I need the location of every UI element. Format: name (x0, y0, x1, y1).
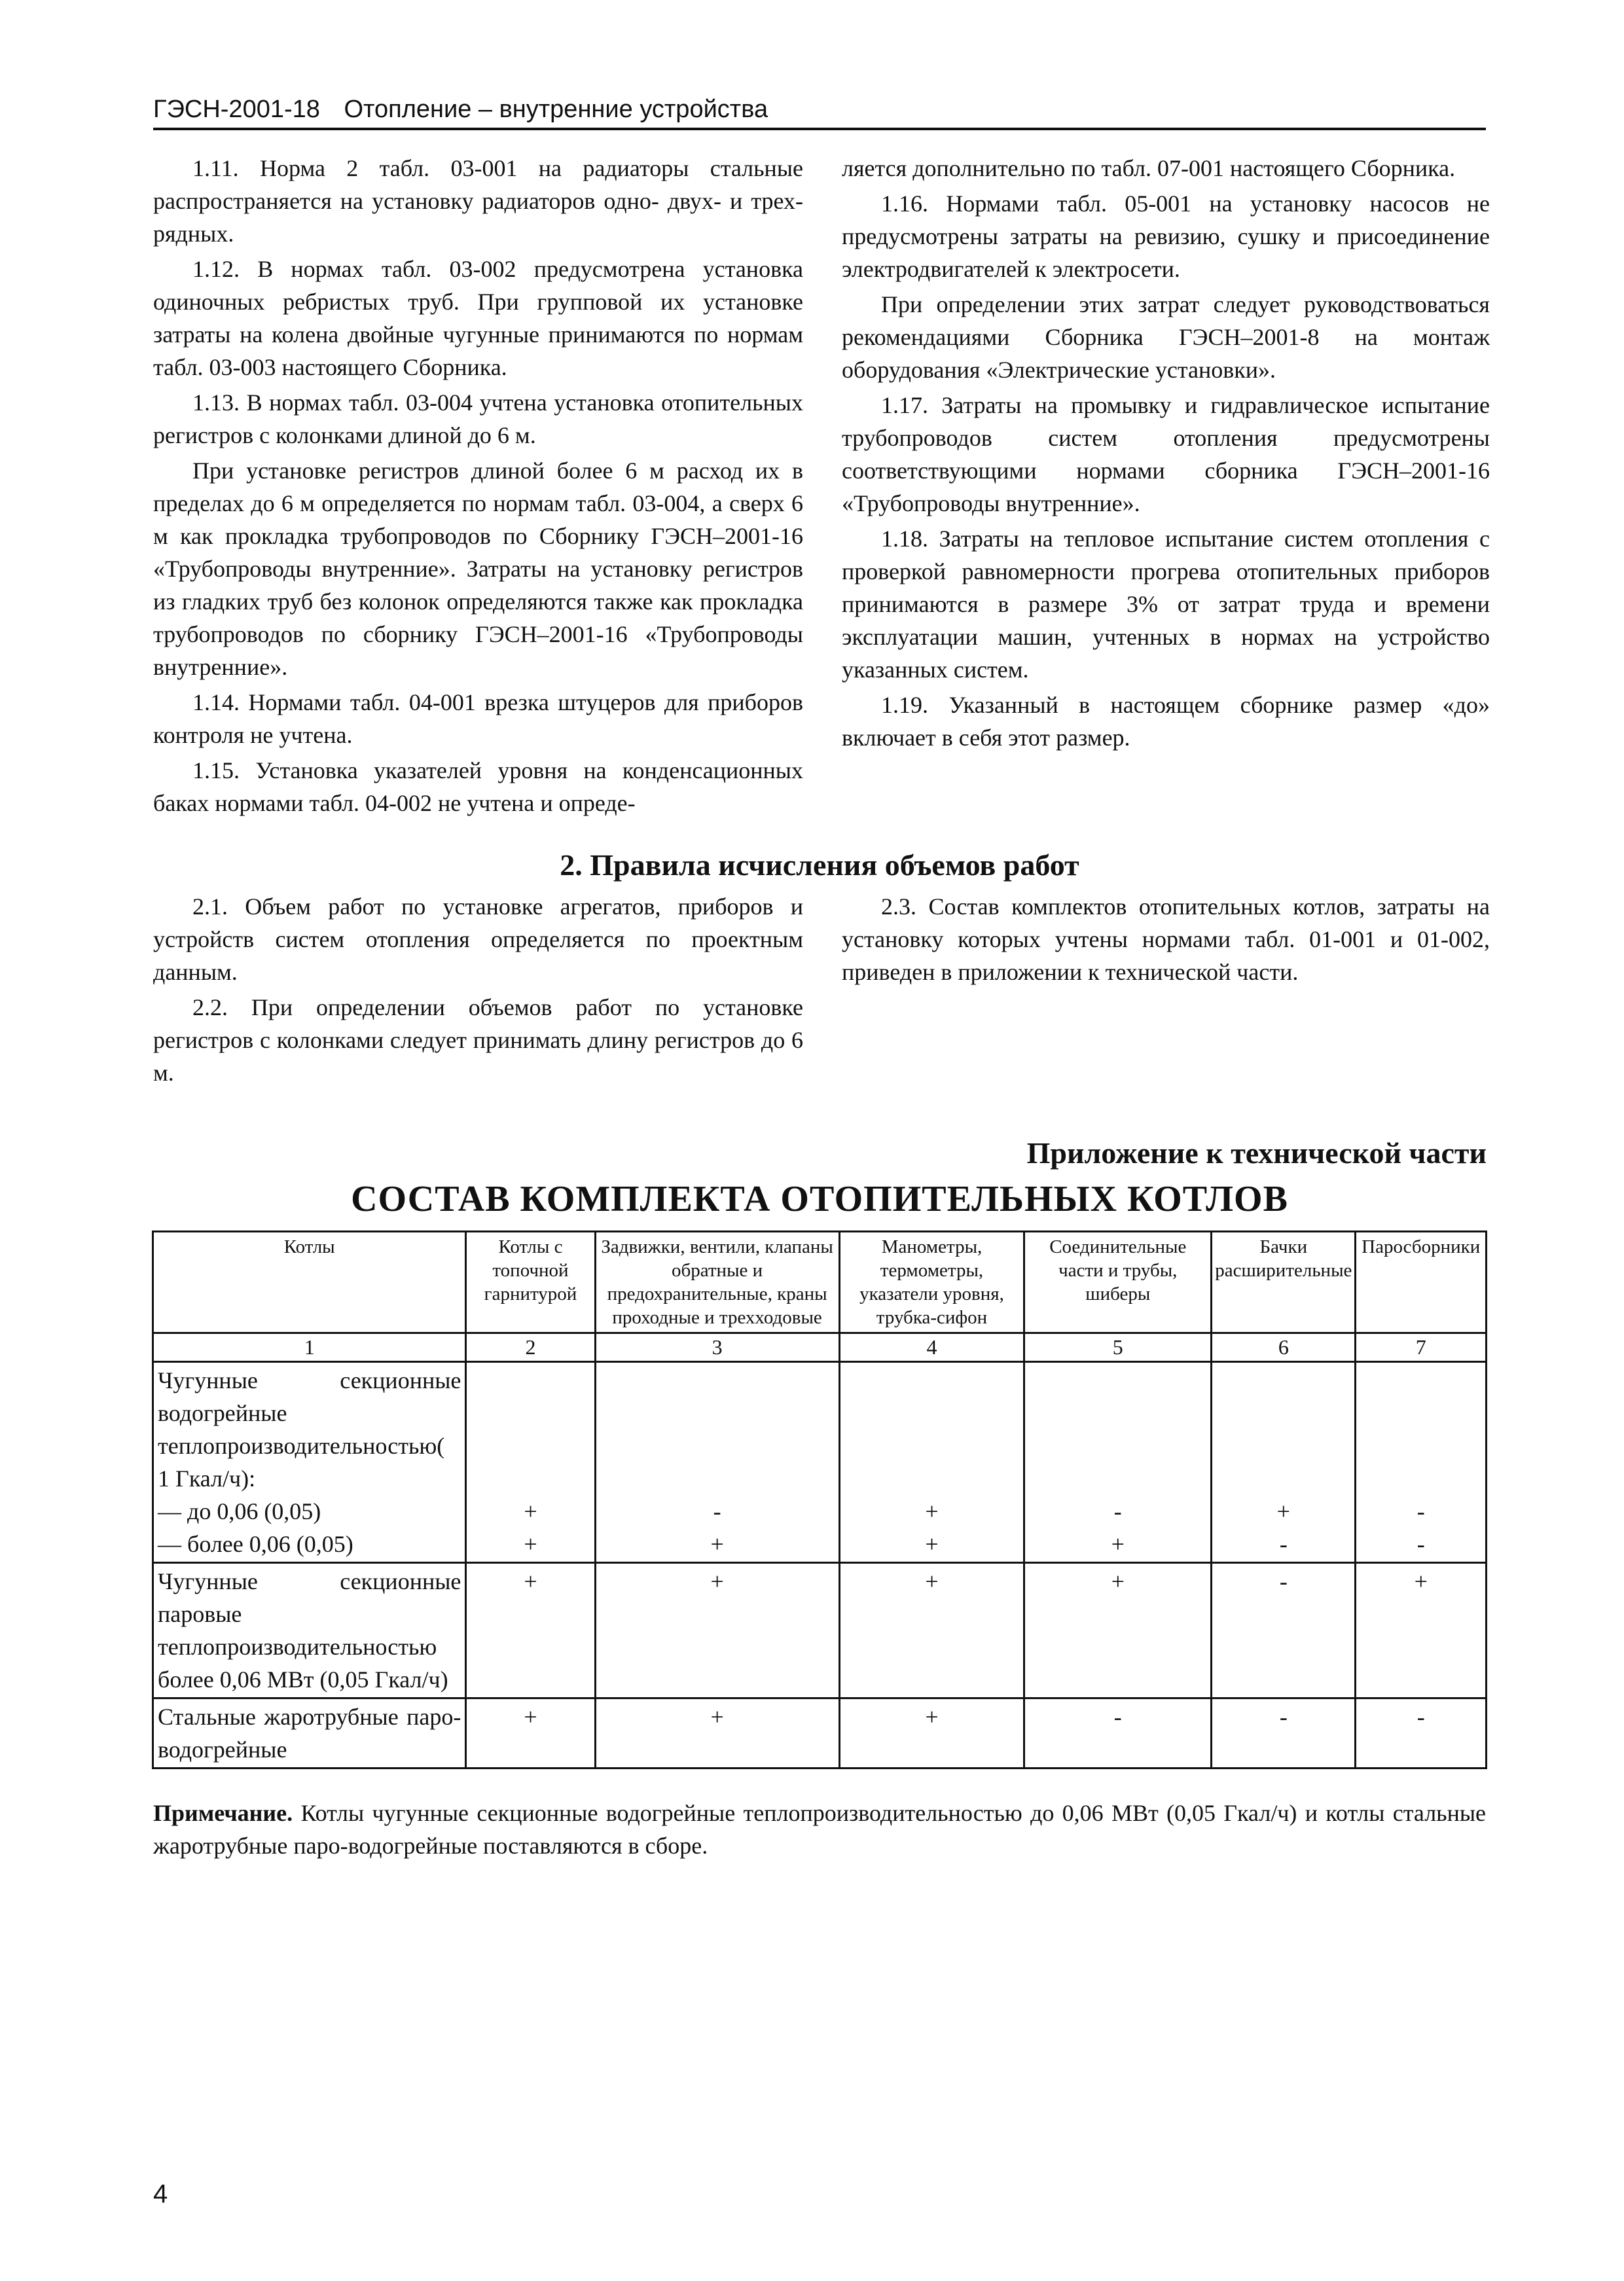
table-note (153, 1797, 1486, 1862)
paragraph: 1.18. Затраты на тепловое испытание систем отопления с проверкой равномерности прогрева отопительных приборов принимаются в размере 3% от затрат труда и времени эксплуатации машин, учтенных в нормах на устройство указанных систем. (842, 526, 1490, 683)
table-row (153, 1698, 1487, 1769)
table-cell: + (595, 1563, 839, 1698)
paragraph: 1.11. Норма 2 табл. 03-001 на радиаторы стальные распространяется на установку радиаторов одно- двух- и трех- рядных. (153, 155, 803, 247)
column-header: Соединительные части и трубы, шиберы (1024, 1232, 1212, 1333)
table-row (153, 1362, 1487, 1563)
paragraph: 1.19. Указанный в настоящем сборнике размер «до» включает в себя этот размер. (842, 692, 1490, 751)
section-title: 2. Правила исчисления объемов работ (560, 848, 1079, 882)
table-cell: + (595, 1698, 839, 1769)
row-name: Стальные жаротрубные паро-водогрейные (153, 1698, 466, 1769)
row-label (153, 1362, 466, 1563)
table-header-row (153, 1232, 1487, 1333)
table-cell: - (1024, 1698, 1212, 1769)
paragraph: При определении этих затрат следует руководствоваться рекомендациями Сборника ГЭСН–2001-8 на монтаж оборудования «Электрические установки». (842, 291, 1490, 383)
table-cell: - - (1356, 1362, 1487, 1563)
table-cell: - + (595, 1362, 839, 1563)
table-cell: + - (1212, 1362, 1356, 1563)
right-text-column (842, 152, 1490, 757)
paragraph: При установке регистров длиной более 6 м расход их в пределах до 6 м определяется по нормам табл. 03-004, а сверх 6 м как прокладка трубопроводов по Сборнику ГЭСН–2001-16 «Трубопроводы внутренние». Затраты на установку регистров из гладких труб без колонок определяются также как прокладка трубопроводов по сборнику ГЭСН–2001-16 «Трубопроводы внутренние». (153, 458, 803, 680)
column-number: 1 (153, 1333, 466, 1362)
paragraph: 1.14. Нормами табл. 04-001 врезка штуцеров для приборов контроля не учтена. (153, 689, 803, 748)
table-cell: + (839, 1698, 1024, 1769)
table-title: СОСТАВ КОМПЛЕКТА ОТОПИТЕЛЬНЫХ КОТЛОВ (351, 1179, 1288, 1219)
table-cell: + (1356, 1563, 1487, 1698)
section2-left-column (153, 890, 803, 1092)
column-header: Манометры, термометры, указатели уровня, трубка-сифон (839, 1232, 1024, 1333)
paragraph: 2.1. Объем работ по установке агрегатов, приборов и устройств систем отопления определяется по проектным данным. (153, 893, 803, 985)
paragraph: 1.16. Нормами табл. 05-001 на установку насосов не предусмотрены затраты на ревизию, сушку и присоединение электродвигателей к электросети. (842, 190, 1490, 282)
note-text: Котлы чугунные секционные водогрейные теплопроизводительностью до 0,06 МВт (0,05 Гкал/ч) и котлы стальные жаротрубные паро-водогрейные поставляются в сборе. (153, 1800, 1487, 1859)
column-number-row (153, 1333, 1487, 1362)
paragraph: 2.3. Состав комплектов отопительных котлов, затраты на установку которых учтены нормами табл. 01-001 и 01-002, приведен в приложении к технической части. (842, 893, 1490, 985)
table-cell: + + (466, 1362, 595, 1563)
column-header: Бачки расширительные (1212, 1232, 1356, 1333)
section2-right-column (842, 890, 1490, 991)
row-name: Чугунные секционные водогрейные теплопроизводительностью( 1 Гкал/ч): (158, 1367, 461, 1492)
paragraph: 1.13. В нормах табл. 03-004 учтена установка отопительных регистров с колонками длиной до 6 м. (153, 389, 803, 448)
table-cell: + + (839, 1362, 1024, 1563)
column-header: Котлы с топочной гарнитурой (466, 1232, 595, 1333)
table-cell: - (1212, 1698, 1356, 1769)
left-text-column (153, 152, 803, 822)
paragraph: 1.15. Установка указателей уровня на конденсационных баках нормами табл. 04-002 не учтена и опреде- (153, 757, 803, 816)
row-name: Чугунные секционные паровые теплопроизводительностью более 0,06 МВт (0,05 Гкал/ч) (153, 1563, 466, 1698)
table-cell: - + (1024, 1362, 1212, 1563)
column-header: Задвижки, вентили, клапаны обратные и предохранительные, краны проходные и трехходовые (595, 1232, 839, 1333)
column-number: 4 (839, 1333, 1024, 1362)
column-header: Паросборники (1356, 1232, 1487, 1333)
boiler-set-table (152, 1230, 1487, 1769)
table-cell: - (1212, 1563, 1356, 1698)
document-code: ГЭСН-2001-18 (153, 96, 320, 123)
table-cell: + (1024, 1563, 1212, 1698)
column-number: 6 (1212, 1333, 1356, 1362)
row-sublabel: — более 0,06 (0,05) (158, 1531, 353, 1557)
column-number: 7 (1356, 1333, 1487, 1362)
paragraph: 1.17. Затраты на промывку и гидравлическое испытание трубопроводов систем отопления предусмотрены соответствующими нормами сборника ГЭСН–2001-16 «Трубопроводы внутренние». (842, 392, 1490, 516)
column-number: 2 (466, 1333, 595, 1362)
column-number: 3 (595, 1333, 839, 1362)
paragraph: 2.2. При определении объемов работ по установке регистров с колонками следует принимать длину регистров до 6 м. (153, 994, 803, 1086)
table-cell: + (466, 1563, 595, 1698)
paragraph-continuation: ляется дополнительно по табл. 07-001 настоящего Сборника. (842, 155, 1456, 181)
paragraph: 1.12. В нормах табл. 03-002 предусмотрена установка одиночных ребристых труб. При групповой их установке затраты на колена двойные чугунные принимаются по нормам табл. 03-003 настоящего Сборника. (153, 256, 803, 380)
column-header: Котлы (153, 1232, 466, 1333)
row-sublabel: — до 0,06 (0,05) (158, 1498, 321, 1524)
page-header (153, 96, 1486, 130)
table-cell: - (1356, 1698, 1487, 1769)
table-cell: + (839, 1563, 1024, 1698)
appendix-title: Приложение к технической части (1026, 1136, 1487, 1170)
table-row (153, 1563, 1487, 1698)
document-title: Отопление – внутренние устройства (344, 96, 768, 123)
note-label: Примечание. (153, 1800, 293, 1826)
page-number: 4 (153, 2180, 168, 2208)
column-number: 5 (1024, 1333, 1212, 1362)
table-cell: + (466, 1698, 595, 1769)
